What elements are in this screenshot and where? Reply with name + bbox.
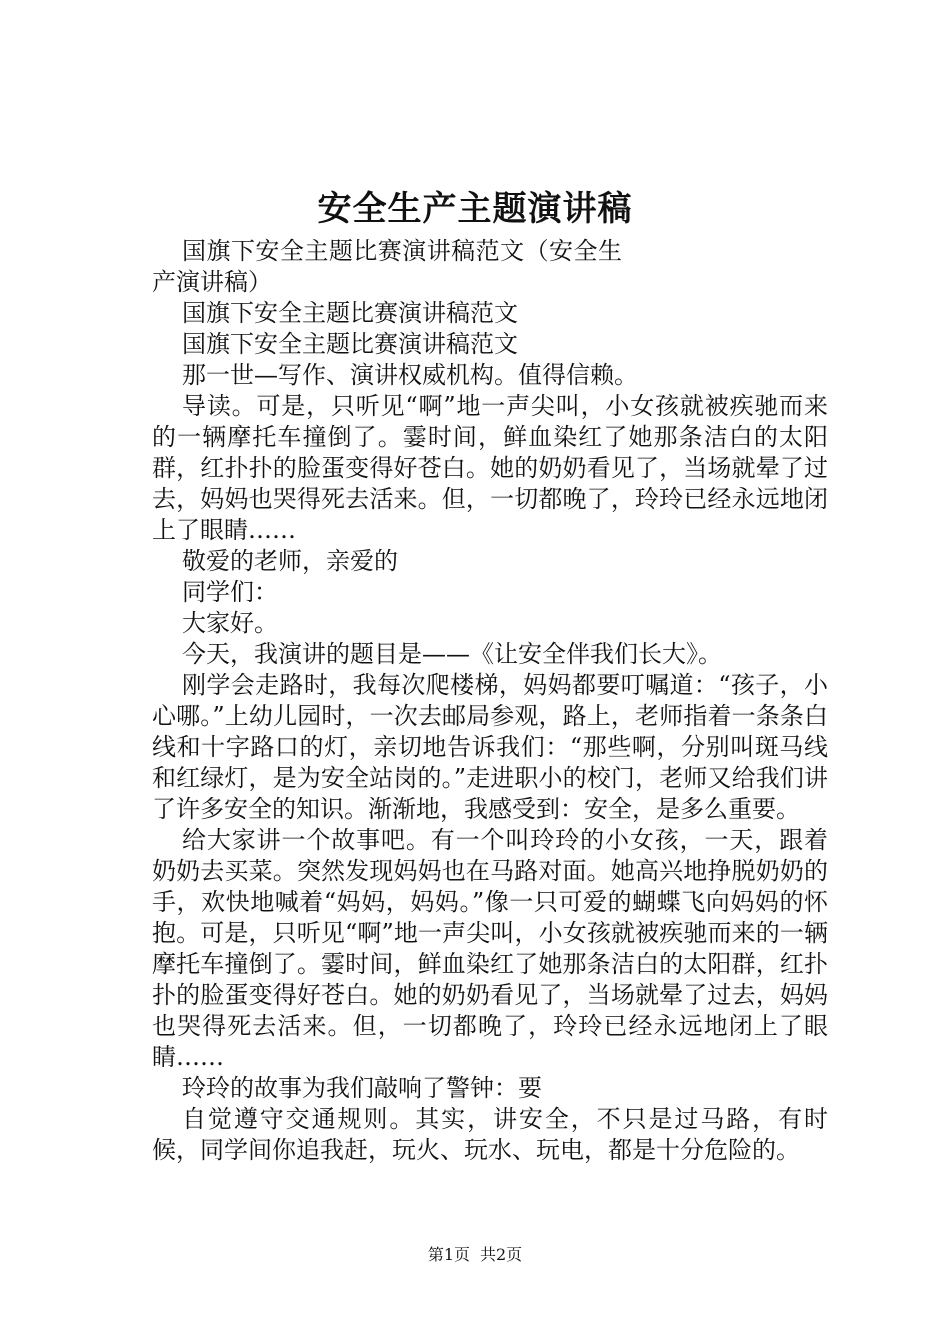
document-title: 安全生产主题演讲稿 <box>317 189 633 229</box>
paragraph: 玲玲的故事为我们敲响了警钟：要 <box>182 1074 542 1102</box>
page-total: 共2页 <box>480 1245 523 1264</box>
paragraph: 国旗下安全主题比赛演讲稿范文 <box>182 330 518 358</box>
document-body <box>152 236 828 1166</box>
paragraph-subtitle: 国旗下安全主题比赛演讲稿范文（安全生产演讲稿） <box>152 237 622 296</box>
paragraph: 敬爱的老师，亲爱的 <box>182 547 398 575</box>
paragraph: 导读。可是，只听见“啊”地一声尖叫，小女孩就被疾驰而来的一辆摩托车撞倒了。霎时间，鲜血染红了她那条洁白的太阳群，红扑扑的脸蛋变得好苍白。她的奶奶看见了，当场就晕了过去，妈妈也哭得死去活来。但，一切都晚了，玲玲已经永远地闭上了眼睛…… <box>152 392 828 544</box>
paragraph: 自觉遵守交通规则。其实，讲安全，不只是过马路，有时候，同学间你追我赶，玩火、玩水、玩电，都是十分危险的。 <box>152 1105 828 1164</box>
paragraph: 刚学会走路时，我每次爬楼梯，妈妈都要叮嘱道：“孩子，小心哪。”上幼儿园时，一次去邮局参观，路上，老师指着一条条白线和十字路口的灯，亲切地告诉我们：“那些啊，分别叫斑马线和红绿灯，是为安全站岗的。”走进职小的校门，老师又给我们讲了许多安全的知识。渐渐地，我感受到：安全，是多么重要。 <box>152 671 828 823</box>
page-number: 第1页 <box>427 1245 470 1264</box>
paragraph: 同学们： <box>182 578 278 606</box>
page-footer <box>0 1245 950 1265</box>
paragraph: 大家好。 <box>182 609 278 637</box>
paragraph: 今天，我演讲的题目是——《让安全伴我们长大》。 <box>182 640 722 668</box>
paragraph: 那一世—写作、演讲权威机构。值得信赖。 <box>182 361 638 389</box>
paragraph: 给大家讲一个故事吧。有一个叫玲玲的小女孩，一天，跟着奶奶去买菜。突然发现妈妈也在马路对面。她高兴地挣脱奶奶的手，欢快地喊着“妈妈，妈妈。”像一只可爱的蝴蝶飞向妈妈的怀抱。可是，只听见“啊”地一声尖叫，小女孩就被疾驰而来的一辆摩托车撞倒了。霎时间，鲜血染红了她那条洁白的太阳群，红扑扑的脸蛋变得好苍白。她的奶奶看见了，当场就晕了过去，妈妈也哭得死去活来。但，一切都晚了，玲玲已经永远地闭上了眼睛…… <box>152 826 828 1071</box>
paragraph: 国旗下安全主题比赛演讲稿范文 <box>182 299 518 327</box>
